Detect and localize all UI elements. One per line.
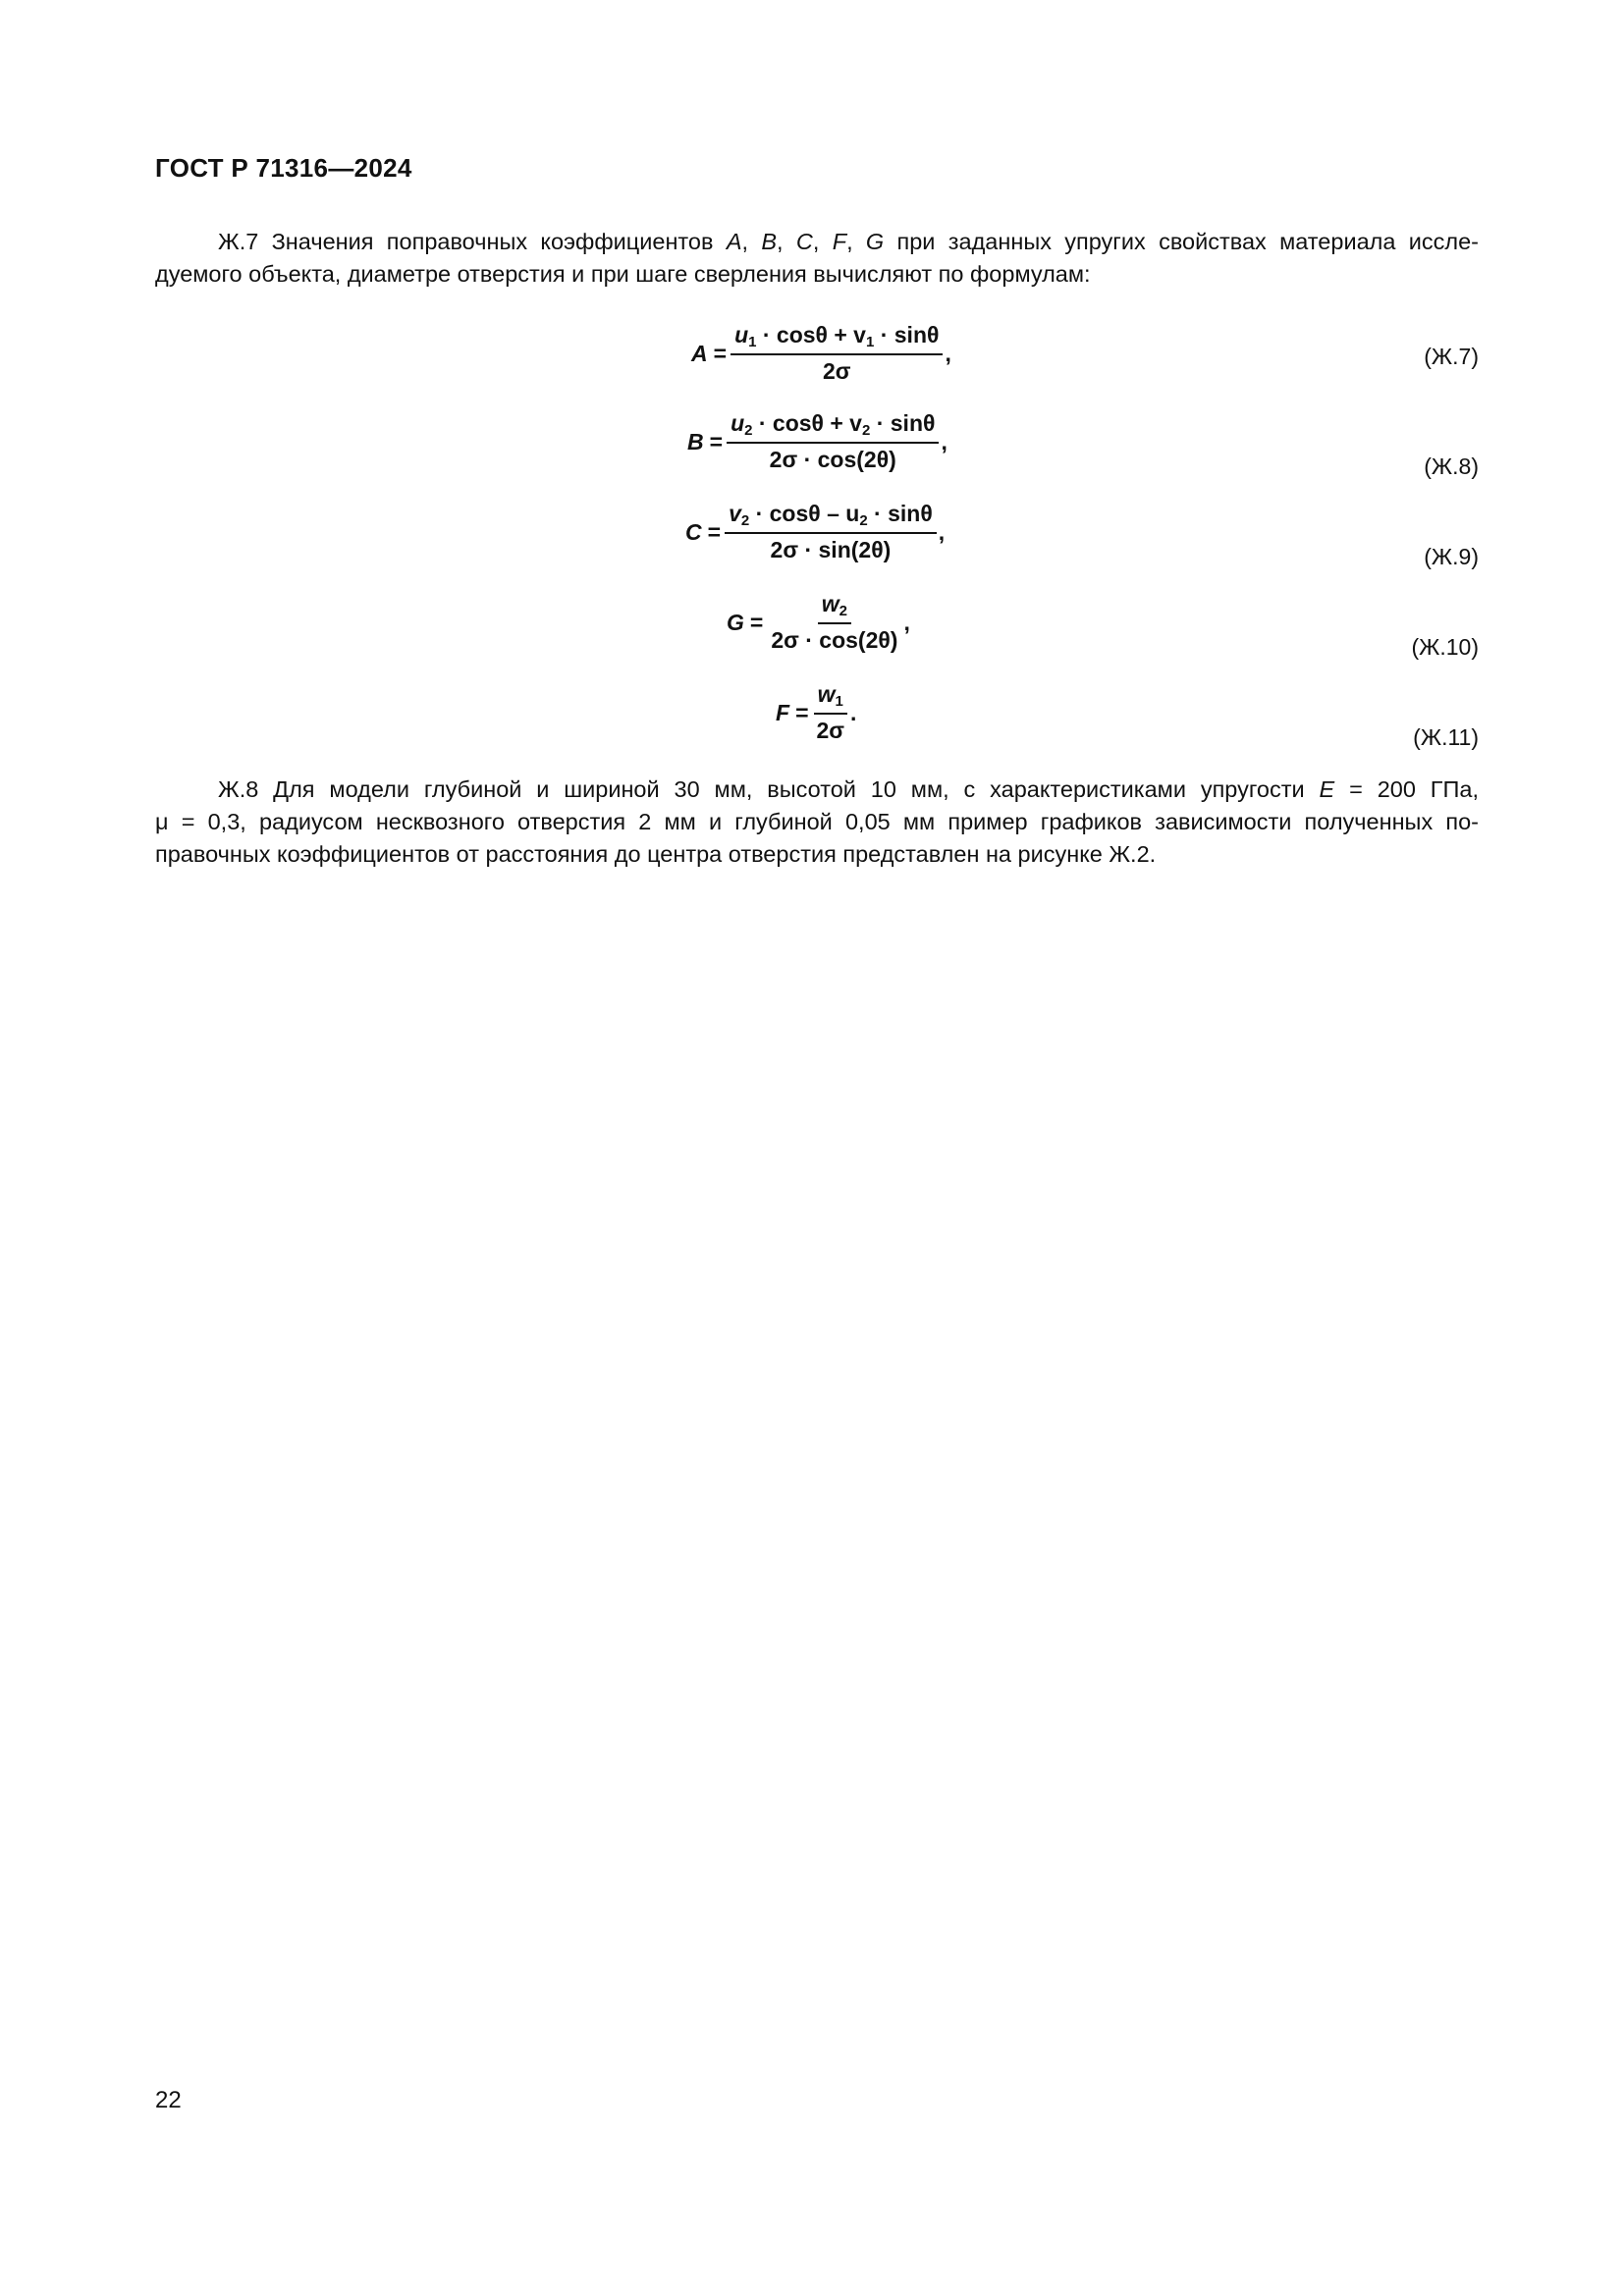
denominator: 2σ <box>822 358 851 384</box>
separator: , <box>741 229 762 254</box>
equation-number-zh11: (Ж.11) <box>1413 724 1479 750</box>
denominator: 2σ <box>816 718 845 743</box>
variable-a: A <box>726 229 742 254</box>
fraction <box>813 681 849 744</box>
numerator <box>725 501 937 534</box>
numerator-var: u <box>731 410 745 436</box>
formula-lhs: B <box>687 428 704 454</box>
formula-lhs: F <box>776 699 790 725</box>
numerator-var: w <box>821 591 839 616</box>
numerator <box>727 410 939 444</box>
separator: , <box>812 229 833 254</box>
paragraph-zh8-line-3: правочных коэффициентов от расстояния до центра отверстия представлен на рисунке Ж.2. <box>155 841 1157 867</box>
subscript: 1 <box>835 693 843 710</box>
paragraph-zh8-line-2: μ = 0,3, радиусом несквозного отверстия 2 мм и глубиной 0,05 мм пример графиков зависимости полученных по- <box>155 809 1479 834</box>
formula-zh7 <box>691 322 951 385</box>
equals-sign: = <box>709 428 724 454</box>
numerator-end: · sinθ <box>870 410 936 436</box>
text-segment: при заданных упругих свойствах материала иссле- <box>884 229 1479 254</box>
formula-punctuation: , <box>941 428 947 454</box>
formula-lhs: C <box>685 518 702 545</box>
paragraph-zh7 <box>155 226 1479 291</box>
fraction <box>725 501 937 563</box>
equals-sign: = <box>749 609 764 635</box>
page-number: 22 <box>155 2087 182 2113</box>
paragraph-zh8 <box>155 774 1479 871</box>
subscript: 1 <box>748 334 757 350</box>
formula-punctuation: , <box>903 609 910 635</box>
separator: , <box>846 229 866 254</box>
formula-zh8 <box>687 410 947 473</box>
denominator: 2σ · sin(2θ) <box>770 537 892 562</box>
fraction <box>731 322 943 385</box>
variable-g: G <box>865 229 885 254</box>
numerator-mid: · cosθ + v <box>756 322 866 347</box>
formula-zh10 <box>727 591 910 654</box>
numerator <box>731 322 943 355</box>
text-segment: Ж.8 Для модели глубиной и шириной 30 мм, высотой 10 мм, с характеристиками упругости <box>218 776 1320 802</box>
formula-punctuation: , <box>938 518 946 545</box>
fraction <box>727 410 939 473</box>
formula-zh9 <box>685 501 945 563</box>
formula-lhs: A <box>691 340 708 366</box>
text-segment: Ж.7 Значения поправочных коэффициентов <box>218 229 727 254</box>
fraction <box>767 591 901 654</box>
subscript: 1 <box>865 334 875 350</box>
document-code-header: ГОСТ Р 71316—2024 <box>155 153 412 183</box>
formula-zh11 <box>776 681 856 744</box>
numerator-var: u <box>734 322 749 347</box>
variable-f: F <box>832 229 847 254</box>
equation-number-zh9: (Ж.9) <box>1424 544 1479 569</box>
numerator-var: v <box>729 501 741 526</box>
numerator-mid: · cosθ + v <box>752 410 862 436</box>
numerator-end: · sinθ <box>874 322 940 347</box>
text-segment: = 200 ГПа, <box>1334 776 1479 802</box>
subscript: 2 <box>740 512 750 529</box>
subscript: 2 <box>859 512 868 529</box>
numerator <box>818 591 851 624</box>
subscript: 2 <box>861 422 871 439</box>
separator: , <box>777 229 796 254</box>
paragraph-zh7-line-1 <box>155 226 1479 258</box>
denominator: 2σ · cos(2θ) <box>771 627 898 653</box>
equation-number-zh8: (Ж.8) <box>1424 454 1479 479</box>
denominator: 2σ · cos(2θ) <box>769 447 896 472</box>
formula-punctuation: , <box>945 340 951 366</box>
equation-number-zh7: (Ж.7) <box>1424 344 1479 369</box>
numerator-mid: · cosθ – u <box>749 501 860 526</box>
paragraph-zh8-line-1 <box>155 774 1479 806</box>
equation-number-zh10: (Ж.10) <box>1411 634 1479 660</box>
formula-lhs: G <box>727 609 744 635</box>
numerator-var: w <box>817 681 836 707</box>
paragraph-zh7-line-2: дуемого объекта, диаметре отверстия и при шаге сверления вычисляют по формулам: <box>155 261 1091 287</box>
variable-e: E <box>1319 776 1335 802</box>
subscript: 2 <box>744 422 753 439</box>
variable-b: B <box>761 229 778 254</box>
numerator <box>814 681 847 715</box>
equals-sign: = <box>713 340 728 366</box>
equals-sign: = <box>707 518 722 545</box>
equals-sign: = <box>795 699 809 725</box>
subscript: 2 <box>839 603 848 619</box>
variable-c: C <box>795 229 813 254</box>
numerator-end: · sinθ <box>867 501 933 526</box>
formula-punctuation: . <box>850 699 857 725</box>
